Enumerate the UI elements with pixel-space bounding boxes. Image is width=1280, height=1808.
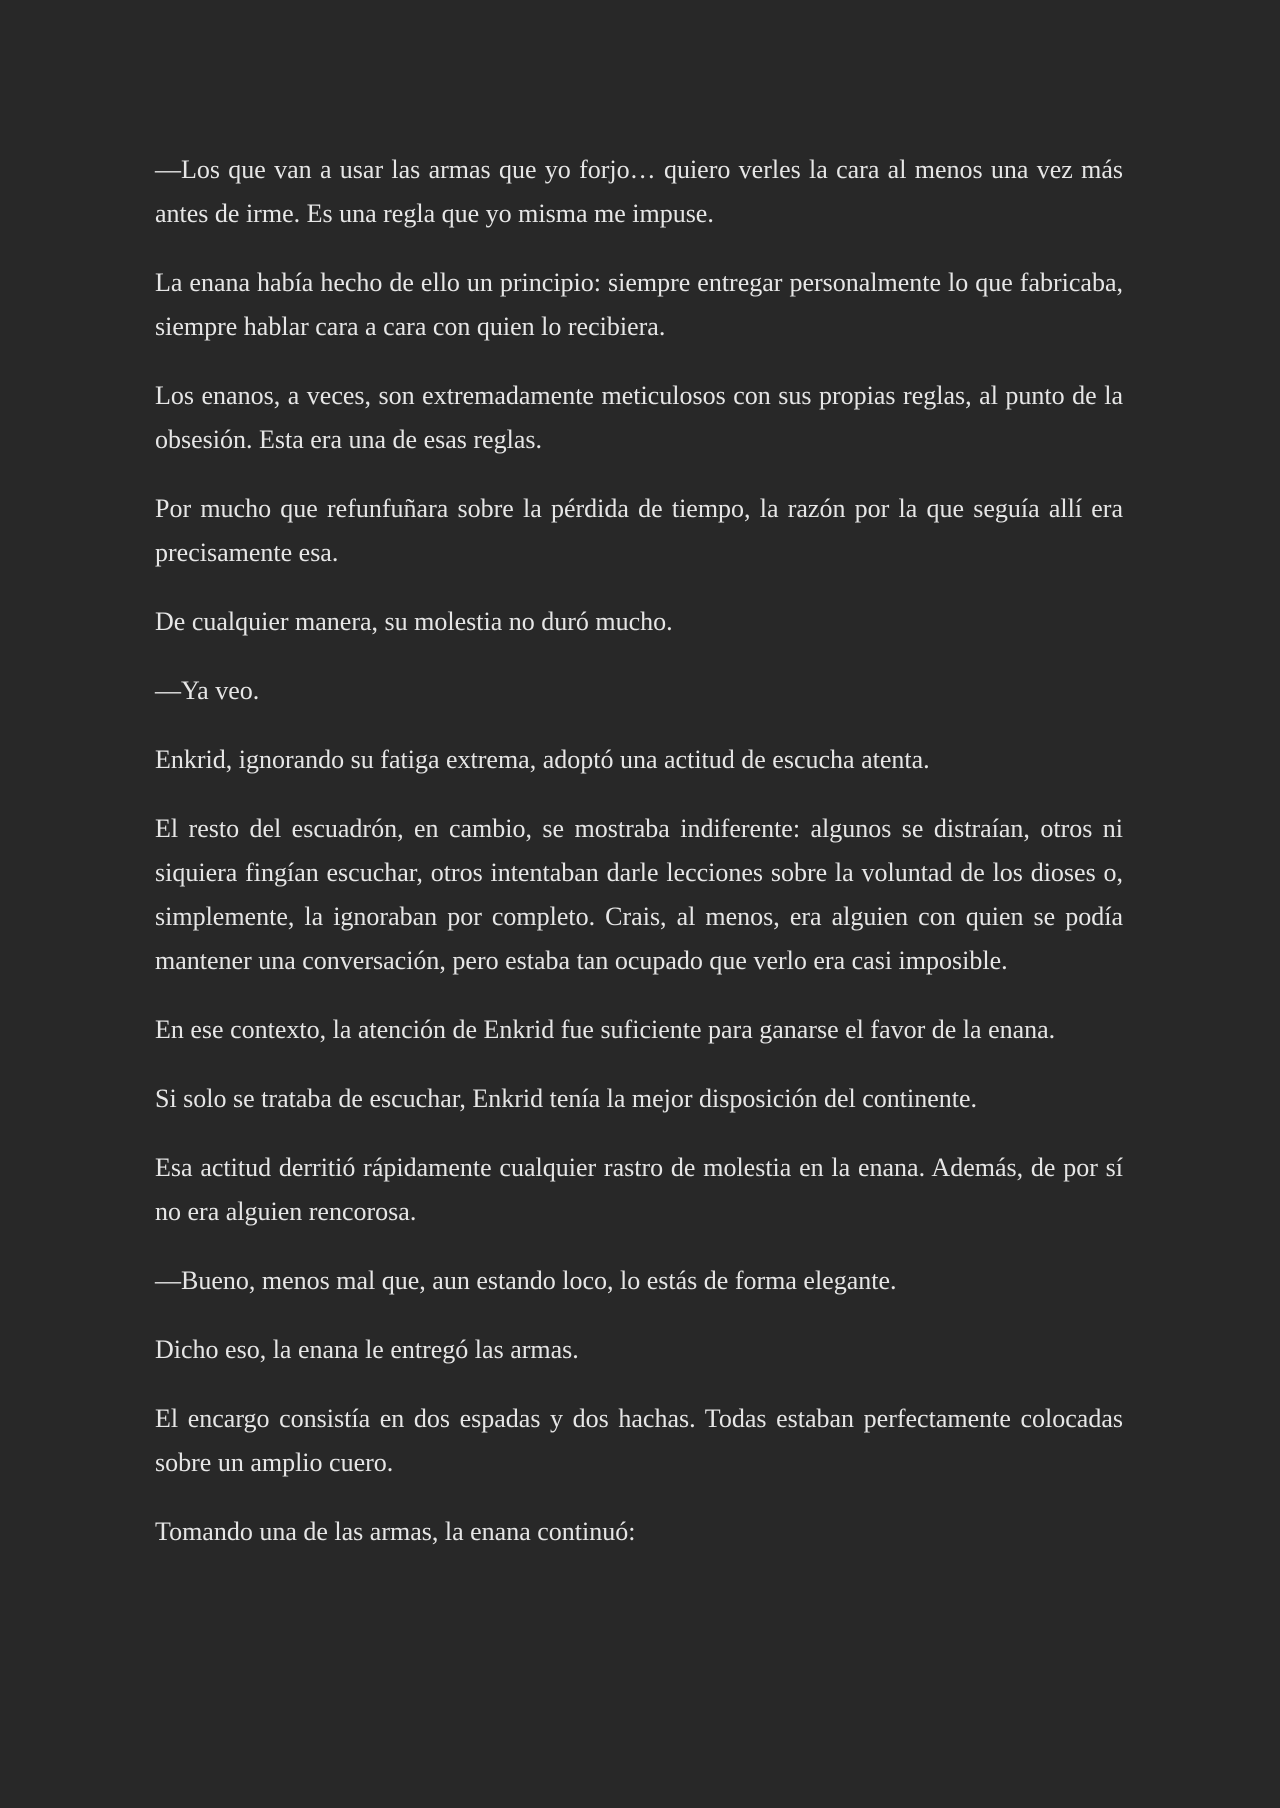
paragraph: La enana había hecho de ello un principio: siempre entregar personalmente lo que fabricaba, siempre hablar cara a cara con quien lo recibiera.: [155, 268, 1123, 341]
paragraph: En ese contexto, la atención de Enkrid fue suficiente para ganarse el favor de la enana.: [155, 1015, 1056, 1044]
paragraph: Enkrid, ignorando su fatiga extrema, adoptó una actitud de escucha atenta.: [155, 745, 930, 774]
paragraph: Esa actitud derritió rápidamente cualquier rastro de molestia en la enana. Además, de por sí no era alguien rencorosa.: [155, 1153, 1123, 1226]
paragraph: De cualquier manera, su molestia no duró mucho.: [155, 607, 673, 636]
paragraph: Si solo se trataba de escuchar, Enkrid tenía la mejor disposición del continente.: [155, 1084, 978, 1113]
paragraph: —Bueno, menos mal que, aun estando loco, lo estás de forma elegante.: [155, 1266, 897, 1295]
paragraph: Por mucho que refunfuñara sobre la pérdida de tiempo, la razón por la que seguía allí era precisamente esa.: [155, 494, 1123, 567]
paragraph: Tomando una de las armas, la enana continuó:: [155, 1517, 636, 1546]
paragraph: El encargo consistía en dos espadas y dos hachas. Todas estaban perfectamente colocadas sobre un amplio cuero.: [155, 1404, 1123, 1477]
paragraph: Los enanos, a veces, son extremadamente meticulosos con sus propias reglas, al punto de la obsesión. Esta era una de esas reglas.: [155, 381, 1123, 454]
paragraph: Dicho eso, la enana le entregó las armas.: [155, 1335, 579, 1364]
paragraph: —Los que van a usar las armas que yo forjo… quiero verles la cara al menos una vez más antes de irme. Es una regla que yo misma me impuse.: [155, 155, 1123, 228]
paragraph: El resto del escuadrón, en cambio, se mostraba indiferente: algunos se distraían, otros ni siquiera fingían escuchar, otros intentaban darle lecciones sobre la voluntad de los dioses o, simplemente, la ignoraban por completo. Crais, al menos, era alguien con quien se podía mantener una conversación, pero estaba tan ocupado que verlo era casi imposible.: [155, 814, 1123, 975]
paragraph: —Ya veo.: [155, 676, 260, 705]
chapter-text: [155, 148, 1123, 1579]
